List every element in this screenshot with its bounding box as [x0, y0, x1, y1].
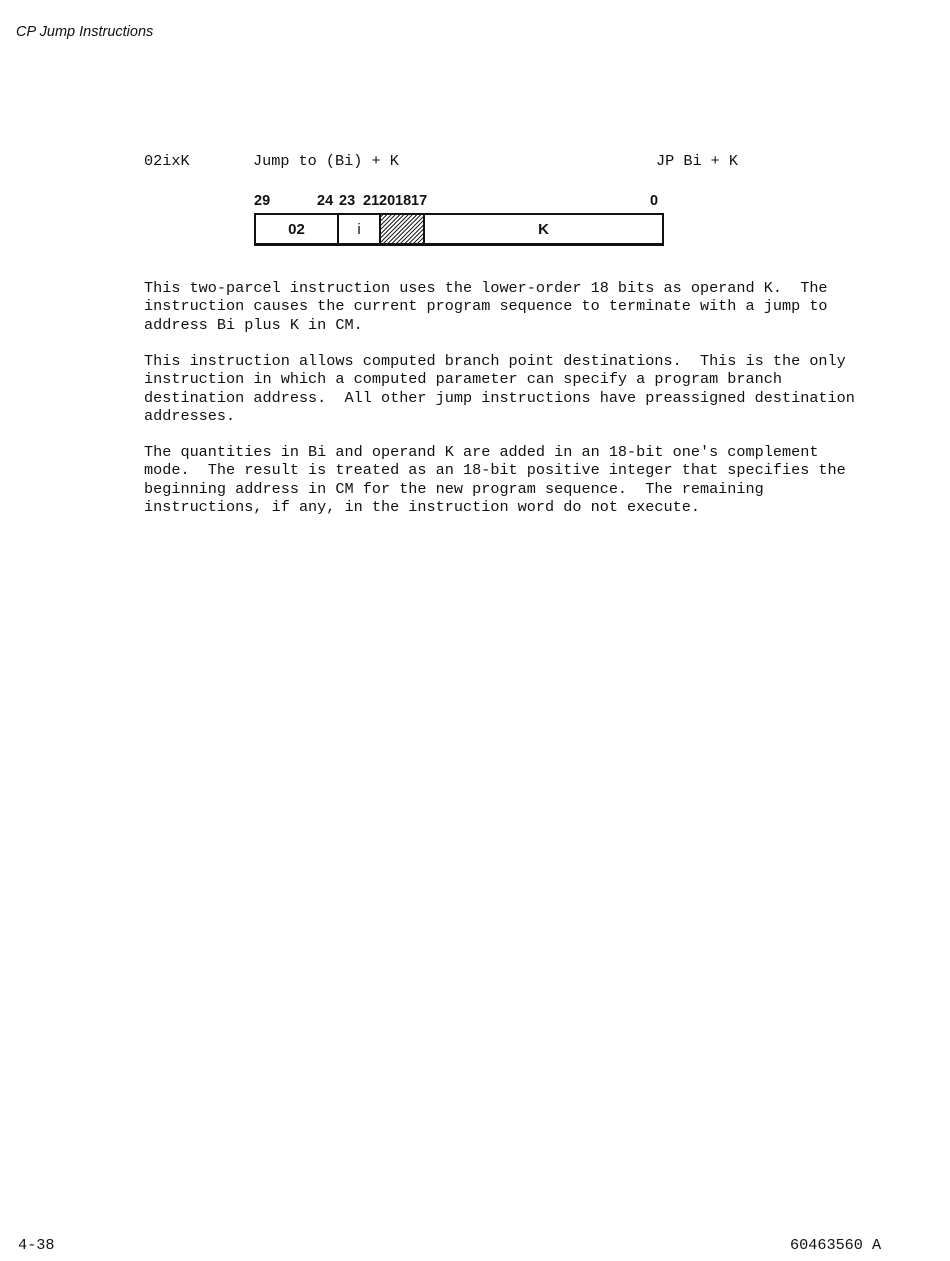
bit-label-21: 21 [363, 193, 380, 209]
i-field: i [339, 215, 381, 243]
opcode-field: 02 [256, 215, 339, 243]
bit-label-17: 17 [411, 193, 428, 209]
bit-label-18: 18 [395, 193, 412, 209]
body-paragraph-1: This two-parcel instruction uses the lower-order 18 bits as operand K. The instruction causes the current program sequence to terminate with a jump to address Bi plus K in CM. [144, 279, 828, 334]
instruction-format-box [254, 213, 664, 246]
document-number: 60463560 A [790, 1236, 882, 1254]
body-paragraph-2: This instruction allows computed branch point destinations. This is the only instruction in which a computed parameter can specify a program branch destination address. All other jump instructions have preassigned destination addresses. [144, 352, 855, 425]
bit-label-20: 20 [379, 193, 396, 209]
page-number: 4-38 [18, 1236, 55, 1254]
running-head: CP Jump Instructions [16, 24, 154, 40]
bit-label-0: 0 [650, 193, 659, 209]
k-field: K [538, 220, 549, 238]
instruction-mnemonic: JP Bi + K [656, 152, 739, 170]
unused-hatched-field [381, 215, 425, 243]
bit-label-24: 24 [317, 193, 334, 209]
instruction-description: Jump to (Bi) + K [253, 152, 399, 170]
bit-label-23: 23 [339, 193, 356, 209]
bit-label-29: 29 [254, 193, 271, 209]
instruction-opcode: 02ixK [144, 152, 190, 170]
body-paragraph-3: The quantities in Bi and operand K are added in an 18-bit one's complement mode. The result is treated as an 18-bit positive integer that specifies the beginning address in CM for the new program sequence. The remaining instructions, if any, in the instruction word do not execute. [144, 443, 846, 516]
instruction-format-diagram [254, 193, 666, 251]
